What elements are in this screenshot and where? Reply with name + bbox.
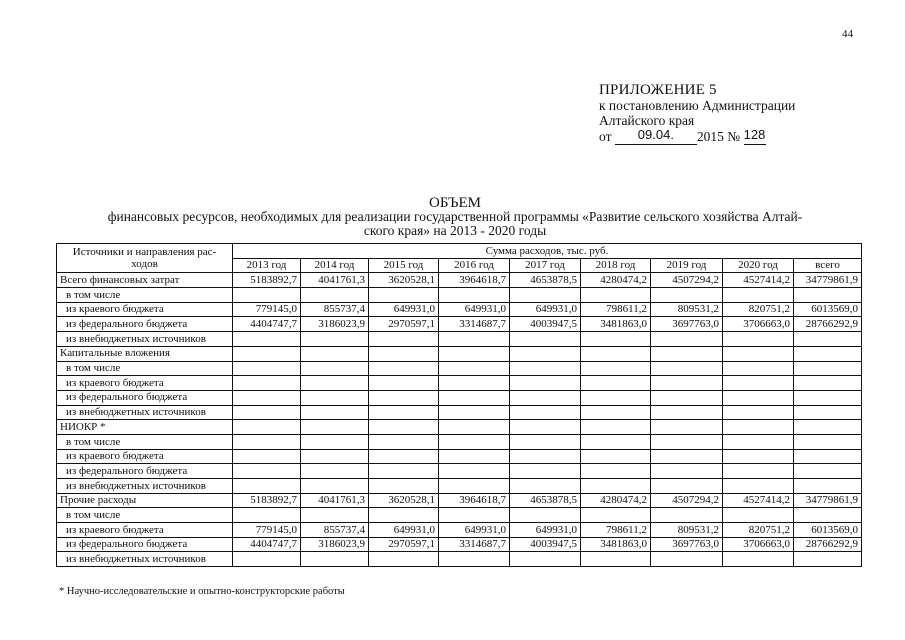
value-cell: 3697763,0 <box>651 317 723 332</box>
value-cell <box>439 434 510 449</box>
value-cell <box>301 376 369 391</box>
value-cell <box>794 508 862 523</box>
value-cell <box>581 420 651 435</box>
value-cell <box>581 361 651 376</box>
value-cell: 3706663,0 <box>723 537 794 552</box>
value-cell <box>794 479 862 494</box>
funding-table-wrapper <box>56 243 862 567</box>
table-row <box>57 434 862 449</box>
order-number-sign: № <box>727 129 741 144</box>
value-cell <box>651 449 723 464</box>
value-cell <box>301 390 369 405</box>
value-cell <box>439 288 510 303</box>
value-cell <box>581 332 651 347</box>
value-cell <box>439 552 510 567</box>
value-cell <box>510 405 581 420</box>
value-cell <box>233 332 301 347</box>
year-header: 2020 год <box>723 258 794 273</box>
value-cell <box>369 405 439 420</box>
value-cell: 779145,0 <box>233 523 301 538</box>
row-label: из федерального бюджета <box>57 464 233 479</box>
row-label: из краевого бюджета <box>57 523 233 538</box>
value-cell: 3481863,0 <box>581 537 651 552</box>
value-cell <box>301 361 369 376</box>
value-cell: 3314687,7 <box>439 317 510 332</box>
table-row <box>57 523 862 538</box>
value-cell <box>651 332 723 347</box>
value-cell <box>794 449 862 464</box>
table-row <box>57 376 862 391</box>
table-row <box>57 288 862 303</box>
value-cell <box>651 420 723 435</box>
value-cell <box>581 552 651 567</box>
value-cell: 809531,2 <box>651 523 723 538</box>
row-label: Капитальные вложения <box>57 346 233 361</box>
value-cell <box>233 479 301 494</box>
value-cell: 4280474,2 <box>581 493 651 508</box>
value-cell <box>510 390 581 405</box>
value-cell <box>723 449 794 464</box>
row-label: из внебюджетных источников <box>57 332 233 347</box>
value-cell <box>233 420 301 435</box>
value-cell: 5183892,7 <box>233 493 301 508</box>
value-cell: 3186023,9 <box>301 317 369 332</box>
value-cell <box>581 449 651 464</box>
value-cell <box>510 288 581 303</box>
value-cell <box>723 420 794 435</box>
value-cell <box>233 346 301 361</box>
value-cell <box>723 464 794 479</box>
value-cell: 34779861,9 <box>794 493 862 508</box>
value-cell <box>581 346 651 361</box>
value-cell <box>581 479 651 494</box>
value-cell <box>233 508 301 523</box>
footnote: * Научно-исследовательские и опытно-конструкторские работы <box>59 586 345 597</box>
year-header: 2014 год <box>301 258 369 273</box>
value-cell <box>369 390 439 405</box>
value-cell <box>439 420 510 435</box>
value-cell: 649931,0 <box>439 302 510 317</box>
value-cell: 3706663,0 <box>723 317 794 332</box>
value-cell <box>723 332 794 347</box>
value-cell <box>723 376 794 391</box>
value-cell <box>651 405 723 420</box>
value-cell: 820751,2 <box>723 523 794 538</box>
row-label: из федерального бюджета <box>57 317 233 332</box>
value-cell <box>369 361 439 376</box>
value-cell <box>794 405 862 420</box>
value-cell <box>233 464 301 479</box>
value-cell <box>794 346 862 361</box>
year-header: 2013 год <box>233 258 301 273</box>
appendix-title: ПРИЛОЖЕНИЕ 5 <box>599 82 717 98</box>
table-row <box>57 346 862 361</box>
value-cell <box>581 464 651 479</box>
table-body <box>57 273 862 567</box>
value-cell <box>439 346 510 361</box>
value-cell <box>301 346 369 361</box>
value-cell <box>301 420 369 435</box>
value-cell <box>723 479 794 494</box>
table-row <box>57 537 862 552</box>
value-cell <box>439 332 510 347</box>
appendix-line-2: к постановлению Администрации <box>599 98 796 113</box>
value-cell <box>233 434 301 449</box>
value-cell <box>510 479 581 494</box>
row-label: из внебюджетных источников <box>57 405 233 420</box>
table-row <box>57 273 862 288</box>
value-cell <box>369 479 439 494</box>
year-header: 2019 год <box>651 258 723 273</box>
value-cell <box>581 434 651 449</box>
value-cell <box>510 346 581 361</box>
value-cell <box>439 376 510 391</box>
funding-table <box>56 243 862 567</box>
value-cell <box>439 508 510 523</box>
row-label: из краевого бюджета <box>57 302 233 317</box>
value-cell: 855737,4 <box>301 302 369 317</box>
table-row <box>57 405 862 420</box>
total-header: всего <box>794 258 862 273</box>
value-cell <box>233 552 301 567</box>
value-cell <box>651 464 723 479</box>
value-cell: 4527414,2 <box>723 493 794 508</box>
year-header: 2015 год <box>369 258 439 273</box>
value-cell <box>651 346 723 361</box>
header-sources: Источники и направления рас-ходов <box>57 244 233 273</box>
value-cell <box>233 390 301 405</box>
value-cell: 4003947,5 <box>510 317 581 332</box>
value-cell: 3964618,7 <box>439 493 510 508</box>
row-label: в том числе <box>57 361 233 376</box>
value-cell <box>439 479 510 494</box>
order-number-value: 128 <box>743 127 766 142</box>
value-cell <box>651 376 723 391</box>
row-label: в том числе <box>57 434 233 449</box>
value-cell <box>301 508 369 523</box>
value-cell: 4280474,2 <box>581 273 651 288</box>
value-cell <box>794 288 862 303</box>
order-number <box>744 129 766 145</box>
page-number: 44 <box>842 28 853 40</box>
value-cell <box>369 449 439 464</box>
value-cell <box>794 390 862 405</box>
year-header: 2017 год <box>510 258 581 273</box>
table-row <box>57 361 862 376</box>
table-row <box>57 302 862 317</box>
order-date <box>615 129 697 145</box>
row-label: НИОКР * <box>57 420 233 435</box>
heading-subtitle-line-1: финансовых ресурсов, необходимых для реализации государственной программы «Развитие сельского хозяйства Алтай- <box>107 209 803 224</box>
value-cell <box>369 434 439 449</box>
value-cell <box>510 449 581 464</box>
value-cell <box>581 376 651 391</box>
row-label: Всего финансовых затрат <box>57 273 233 288</box>
value-cell: 820751,2 <box>723 302 794 317</box>
value-cell <box>439 464 510 479</box>
value-cell: 855737,4 <box>301 523 369 538</box>
value-cell: 4507294,2 <box>651 493 723 508</box>
value-cell <box>439 361 510 376</box>
value-cell: 3620528,1 <box>369 273 439 288</box>
order-date-value: 09.04. <box>637 127 674 142</box>
value-cell <box>723 552 794 567</box>
value-cell <box>301 405 369 420</box>
value-cell <box>651 361 723 376</box>
value-cell <box>723 405 794 420</box>
value-cell: 4507294,2 <box>651 273 723 288</box>
row-label: в том числе <box>57 508 233 523</box>
value-cell: 2970597,1 <box>369 537 439 552</box>
value-cell <box>301 332 369 347</box>
value-cell <box>369 346 439 361</box>
value-cell: 6013569,0 <box>794 523 862 538</box>
value-cell: 809531,2 <box>651 302 723 317</box>
value-cell: 3481863,0 <box>581 317 651 332</box>
table-row <box>57 390 862 405</box>
table-row <box>57 420 862 435</box>
value-cell: 3314687,7 <box>439 537 510 552</box>
value-cell: 649931,0 <box>439 523 510 538</box>
table-row <box>57 479 862 494</box>
table-row <box>57 493 862 508</box>
value-cell <box>301 552 369 567</box>
value-cell: 2970597,1 <box>369 317 439 332</box>
value-cell <box>369 288 439 303</box>
value-cell <box>301 288 369 303</box>
value-cell: 28766292,9 <box>794 317 862 332</box>
document-heading <box>50 196 860 238</box>
value-cell <box>233 449 301 464</box>
value-cell <box>794 464 862 479</box>
value-cell <box>369 552 439 567</box>
value-cell: 649931,0 <box>369 302 439 317</box>
value-cell <box>510 332 581 347</box>
value-cell: 34779861,9 <box>794 273 862 288</box>
value-cell <box>510 420 581 435</box>
row-label: из краевого бюджета <box>57 376 233 391</box>
value-cell <box>369 464 439 479</box>
value-cell: 3964618,7 <box>439 273 510 288</box>
value-cell: 649931,0 <box>510 302 581 317</box>
table-row <box>57 552 862 567</box>
value-cell <box>510 552 581 567</box>
value-cell: 798611,2 <box>581 523 651 538</box>
order-year: 2015 <box>696 129 724 144</box>
value-cell <box>510 508 581 523</box>
value-cell <box>651 479 723 494</box>
value-cell <box>510 434 581 449</box>
header-sum: Сумма расходов, тыс. руб. <box>233 244 862 259</box>
value-cell <box>301 464 369 479</box>
table-row <box>57 317 862 332</box>
value-cell: 4041761,3 <box>301 493 369 508</box>
order-line <box>599 129 795 145</box>
table-row <box>57 464 862 479</box>
value-cell: 3620528,1 <box>369 493 439 508</box>
value-cell <box>794 332 862 347</box>
value-cell: 28766292,9 <box>794 537 862 552</box>
value-cell <box>301 434 369 449</box>
value-cell <box>651 434 723 449</box>
row-label: из федерального бюджета <box>57 390 233 405</box>
appendix-block <box>599 83 795 145</box>
table-row <box>57 332 862 347</box>
value-cell <box>723 390 794 405</box>
value-cell <box>369 332 439 347</box>
value-cell <box>233 405 301 420</box>
row-label: Прочие расходы <box>57 493 233 508</box>
value-cell: 649931,0 <box>510 523 581 538</box>
value-cell <box>581 288 651 303</box>
value-cell: 3697763,0 <box>651 537 723 552</box>
value-cell <box>439 405 510 420</box>
value-cell <box>233 376 301 391</box>
value-cell <box>439 390 510 405</box>
value-cell <box>510 464 581 479</box>
value-cell: 4041761,3 <box>301 273 369 288</box>
value-cell <box>510 376 581 391</box>
value-cell: 6013569,0 <box>794 302 862 317</box>
value-cell <box>369 376 439 391</box>
year-header: 2016 год <box>439 258 510 273</box>
value-cell <box>651 552 723 567</box>
value-cell <box>794 434 862 449</box>
value-cell <box>723 361 794 376</box>
heading-subtitle-line-2: ского края» на 2013 - 2020 годы <box>363 223 547 238</box>
value-cell: 4653878,5 <box>510 493 581 508</box>
value-cell: 649931,0 <box>369 523 439 538</box>
row-label: в том числе <box>57 288 233 303</box>
row-label: из внебюджетных источников <box>57 479 233 494</box>
value-cell <box>794 552 862 567</box>
value-cell: 4404747,7 <box>233 537 301 552</box>
value-cell <box>233 288 301 303</box>
value-cell: 3186023,9 <box>301 537 369 552</box>
value-cell <box>301 449 369 464</box>
value-cell <box>510 361 581 376</box>
table-row <box>57 449 862 464</box>
year-header: 2018 год <box>581 258 651 273</box>
appendix-line-3: Алтайского края <box>599 113 695 128</box>
value-cell <box>651 508 723 523</box>
value-cell <box>581 405 651 420</box>
value-cell <box>581 508 651 523</box>
value-cell <box>369 420 439 435</box>
value-cell <box>723 434 794 449</box>
row-label: из краевого бюджета <box>57 449 233 464</box>
value-cell <box>723 346 794 361</box>
order-prefix: от <box>599 129 612 144</box>
value-cell: 4653878,5 <box>510 273 581 288</box>
value-cell <box>723 508 794 523</box>
value-cell <box>581 390 651 405</box>
value-cell: 5183892,7 <box>233 273 301 288</box>
value-cell <box>233 361 301 376</box>
value-cell <box>794 420 862 435</box>
value-cell <box>723 288 794 303</box>
value-cell: 4003947,5 <box>510 537 581 552</box>
value-cell: 779145,0 <box>233 302 301 317</box>
value-cell <box>439 449 510 464</box>
value-cell: 798611,2 <box>581 302 651 317</box>
value-cell <box>301 479 369 494</box>
value-cell <box>794 376 862 391</box>
value-cell <box>651 390 723 405</box>
value-cell <box>794 361 862 376</box>
value-cell <box>369 508 439 523</box>
row-label: из федерального бюджета <box>57 537 233 552</box>
row-label: из внебюджетных источников <box>57 552 233 567</box>
heading-title: ОБЪЕМ <box>429 195 481 211</box>
table-row <box>57 508 862 523</box>
value-cell: 4527414,2 <box>723 273 794 288</box>
value-cell <box>651 288 723 303</box>
value-cell: 4404747,7 <box>233 317 301 332</box>
